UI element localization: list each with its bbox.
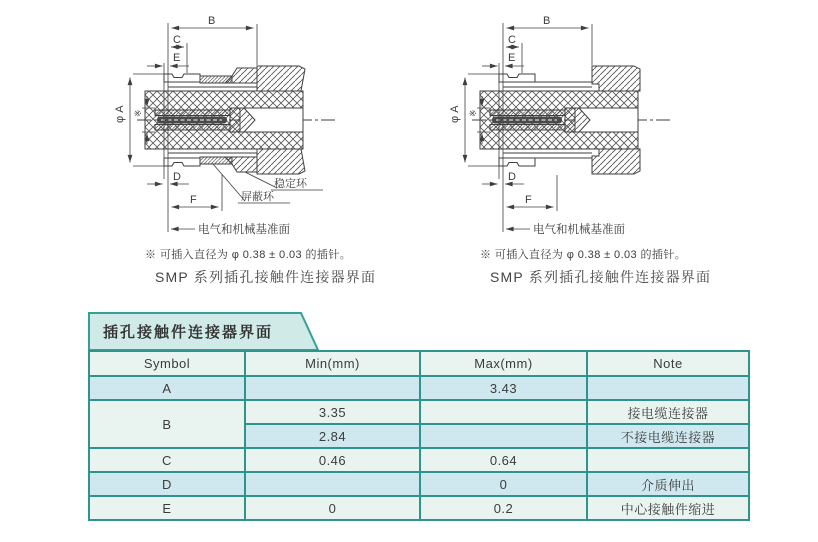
cell-max bbox=[420, 424, 587, 448]
table-row bbox=[89, 400, 749, 424]
table-row bbox=[89, 448, 749, 472]
dim-label-d: D bbox=[508, 171, 516, 183]
cell-symbol: B bbox=[89, 400, 245, 448]
dim-label-d: D bbox=[173, 171, 181, 183]
dim-label-f: F bbox=[525, 194, 532, 206]
dim-label-e: E bbox=[173, 52, 181, 64]
cell-note: 接电缆连接器 bbox=[587, 400, 749, 424]
table-title: 插孔接触件连接器界面 bbox=[103, 324, 274, 341]
cell-min bbox=[245, 376, 420, 400]
cell-note bbox=[587, 376, 749, 400]
cell-symbol: D bbox=[89, 472, 245, 496]
cell-max: 0.64 bbox=[420, 448, 587, 472]
dim-label-c: C bbox=[508, 34, 516, 46]
cell-min: 3.35 bbox=[245, 400, 420, 424]
table-title-tab bbox=[88, 312, 328, 351]
connector-cross-section-right bbox=[420, 3, 755, 243]
spec-table bbox=[88, 350, 750, 521]
drawing-caption: SMP 系列插孔接触件连接器界面 bbox=[490, 269, 712, 285]
dim-label-star: ※ bbox=[468, 109, 478, 117]
table-row bbox=[89, 496, 749, 520]
connector-drawing-right bbox=[420, 3, 755, 303]
datum-plane-label: 电气和机械基准面 bbox=[533, 224, 625, 236]
dim-label-phi-a: φ A bbox=[114, 105, 126, 123]
stabilizing-ring-label: 稳定环 bbox=[274, 178, 307, 190]
cell-max bbox=[420, 400, 587, 424]
datum-plane-label: 电气和机械基准面 bbox=[198, 224, 290, 236]
cell-max: 0 bbox=[420, 472, 587, 496]
connector-drawing-left bbox=[85, 3, 420, 303]
cell-max: 3.43 bbox=[420, 376, 587, 400]
dim-label-b: B bbox=[208, 15, 216, 27]
dim-label-star: ※ bbox=[133, 109, 143, 117]
cell-note bbox=[587, 448, 749, 472]
cell-min: 0 bbox=[245, 496, 420, 520]
col-header-max: Max(mm) bbox=[420, 351, 587, 376]
shielding-ring-label: 屏蔽环 bbox=[241, 191, 274, 203]
table-row bbox=[89, 472, 749, 496]
cell-max: 0.2 bbox=[420, 496, 587, 520]
cell-symbol: C bbox=[89, 448, 245, 472]
col-header-note: Note bbox=[587, 351, 749, 376]
table-row bbox=[89, 376, 749, 400]
dim-label-b: B bbox=[543, 15, 551, 27]
pin-insert-note: ※ 可插入直径为 φ 0.38 ± 0.03 的插针。 bbox=[145, 249, 352, 261]
cell-note: 中心接触件缩进 bbox=[587, 496, 749, 520]
cell-note: 不接电缆连接器 bbox=[587, 424, 749, 448]
cell-note: 介质伸出 bbox=[587, 472, 749, 496]
cell-min: 0.46 bbox=[245, 448, 420, 472]
cell-symbol: E bbox=[89, 496, 245, 520]
connector-cross-section-left bbox=[85, 3, 420, 243]
dim-label-c: C bbox=[173, 34, 181, 46]
cell-min bbox=[245, 472, 420, 496]
col-header-symbol: Symbol bbox=[89, 351, 245, 376]
pin-insert-note: ※ 可插入直径为 φ 0.38 ± 0.03 的插针。 bbox=[480, 249, 687, 261]
dim-label-f: F bbox=[190, 194, 197, 206]
dim-label-phi-a: φ A bbox=[449, 105, 461, 123]
dim-label-e: E bbox=[508, 52, 516, 64]
cell-min: 2.84 bbox=[245, 424, 420, 448]
cell-symbol: A bbox=[89, 376, 245, 400]
drawing-caption: SMP 系列插孔接触件连接器界面 bbox=[155, 269, 377, 285]
col-header-min: Min(mm) bbox=[245, 351, 420, 376]
